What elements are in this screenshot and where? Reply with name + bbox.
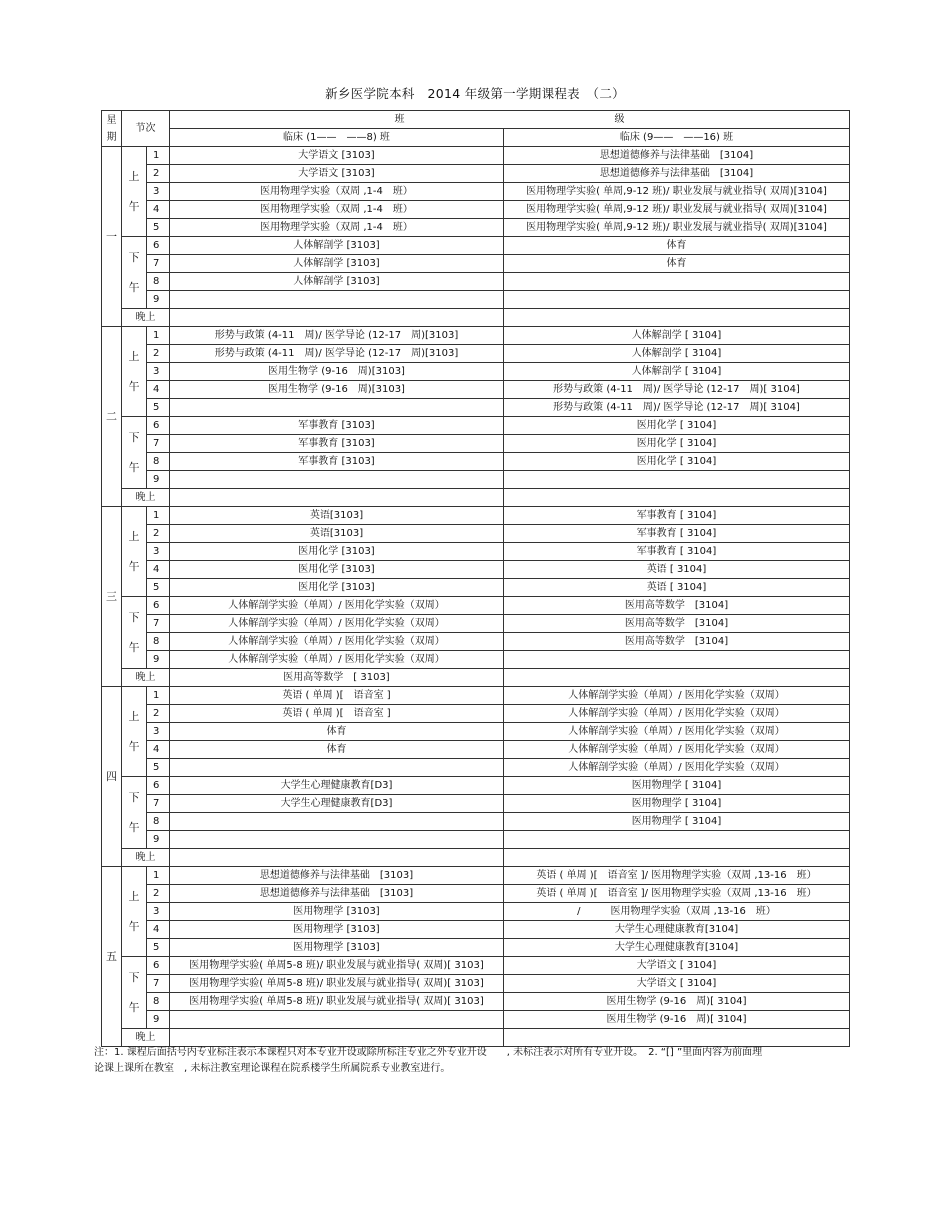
period-number: 1 <box>147 327 170 345</box>
course-cell-a: 医用物理学 [3103] <box>170 921 504 939</box>
table-row <box>102 507 850 525</box>
course-cell-a <box>170 399 504 417</box>
course-cell-b: 医用化学 [ 3104] <box>504 417 850 435</box>
table-row <box>102 903 850 921</box>
course-cell-a <box>170 291 504 309</box>
course-cell-b: 英语 ( 单周 )[ 语音室 ]/ 医用物理学实验（双周 ,13-16 班） <box>504 885 850 903</box>
course-cell-b: 形势与政策 (4-11 周)/ 医学导论 (12-17 周)[ 3104] <box>504 381 850 399</box>
schedule-table <box>101 110 850 1047</box>
course-cell-a: 思想道德修养与法律基础 [3103] <box>170 885 504 903</box>
afternoon-label: 下 午 <box>122 417 147 489</box>
table-row <box>102 795 850 813</box>
table-row <box>102 705 850 723</box>
course-cell-b: 人体解剖学 [ 3104] <box>504 363 850 381</box>
course-cell-a: 英语[3103] <box>170 525 504 543</box>
course-cell-b: 英语 [ 3104] <box>504 579 850 597</box>
weekday-cell: 三 <box>102 507 122 687</box>
table-row <box>102 975 850 993</box>
period-number: 9 <box>147 831 170 849</box>
evening-label: 晚上 <box>122 489 170 507</box>
course-cell-b <box>504 309 850 327</box>
morning-label: 上 午 <box>122 687 147 777</box>
course-cell-b <box>504 489 850 507</box>
course-cell-a: 体育 <box>170 741 504 759</box>
period-number: 6 <box>147 237 170 255</box>
course-cell-b <box>504 291 850 309</box>
course-cell-b: 人体解剖学实验（单周）/ 医用化学实验（双周） <box>504 705 850 723</box>
period-number: 9 <box>147 651 170 669</box>
course-cell-b <box>504 669 850 687</box>
weekday-cell: 一 <box>102 147 122 327</box>
table-row <box>102 759 850 777</box>
evening-row <box>102 849 850 867</box>
class-a-header: 临床 (1—— ——8) 班 <box>170 129 504 147</box>
period-number: 9 <box>147 291 170 309</box>
period-number: 8 <box>147 813 170 831</box>
period-number: 3 <box>147 903 170 921</box>
period-number: 9 <box>147 1011 170 1029</box>
table-row <box>102 633 850 651</box>
course-cell-b: 人体解剖学实验（单周）/ 医用化学实验（双周） <box>504 741 850 759</box>
period-number: 5 <box>147 939 170 957</box>
course-cell-a <box>170 849 504 867</box>
class-header: 班 级 <box>170 111 850 129</box>
course-cell-b: 英语 [ 3104] <box>504 561 850 579</box>
period-number: 4 <box>147 201 170 219</box>
table-row <box>102 993 850 1011</box>
period-number: 8 <box>147 273 170 291</box>
table-row <box>102 687 850 705</box>
afternoon-label: 下 午 <box>122 237 147 309</box>
evening-row <box>102 489 850 507</box>
course-cell-a: 人体解剖学 [3103] <box>170 255 504 273</box>
course-cell-a: 医用生物学 (9-16 周)[3103] <box>170 363 504 381</box>
table-row <box>102 921 850 939</box>
course-cell-a: 人体解剖学 [3103] <box>170 237 504 255</box>
course-cell-a: 医用化学 [3103] <box>170 543 504 561</box>
period-number: 6 <box>147 777 170 795</box>
weekday-header: 星期 <box>102 111 122 147</box>
footnote-line-1: 注：1. 课程后面括号内专业标注表示本课程只对本专业开设或除所标注专业之外专业开设 , 未标注表示对所有专业开设。 2. “[] ”里面内容为前面理 <box>94 1047 763 1058</box>
course-cell-b: 医用物理学实验( 单周,9-12 班)/ 职业发展与就业指导( 双周)[3104] <box>504 201 850 219</box>
course-cell-b: 医用高等数学 [3104] <box>504 633 850 651</box>
course-cell-a: 医用高等数学 [ 3103] <box>170 669 504 687</box>
period-number: 8 <box>147 993 170 1011</box>
course-cell-b: 军事教育 [ 3104] <box>504 525 850 543</box>
table-row <box>102 831 850 849</box>
table-row <box>102 381 850 399</box>
course-cell-a: 军事教育 [3103] <box>170 417 504 435</box>
page-title: 新乡医学院本科 2014 年级第一学期课程表 （二） <box>325 86 625 101</box>
table-row <box>102 453 850 471</box>
course-cell-a: 英语[3103] <box>170 507 504 525</box>
morning-label: 上 午 <box>122 327 147 417</box>
course-cell-b: 军事教育 [ 3104] <box>504 507 850 525</box>
evening-row <box>102 309 850 327</box>
course-cell-b <box>504 831 850 849</box>
course-cell-a: 大学语文 [3103] <box>170 165 504 183</box>
table-row <box>102 237 850 255</box>
course-cell-a <box>170 759 504 777</box>
course-cell-a: 人体解剖学实验（单周）/ 医用化学实验（双周） <box>170 651 504 669</box>
table-row <box>102 957 850 975</box>
course-cell-a <box>170 489 504 507</box>
table-row <box>102 615 850 633</box>
period-number: 3 <box>147 543 170 561</box>
course-cell-b <box>504 651 850 669</box>
table-row <box>102 525 850 543</box>
period-number: 1 <box>147 687 170 705</box>
table-row <box>102 579 850 597</box>
table-row <box>102 741 850 759</box>
period-number: 7 <box>147 795 170 813</box>
course-cell-b: 思想道德修养与法律基础 [3104] <box>504 165 850 183</box>
table-row <box>102 345 850 363</box>
course-cell-b <box>504 1029 850 1047</box>
course-cell-b: 大学语文 [ 3104] <box>504 975 850 993</box>
period-number: 2 <box>147 885 170 903</box>
evening-label: 晚上 <box>122 309 170 327</box>
course-cell-a: 医用物理学实验( 单周5-8 班)/ 职业发展与就业指导( 双周)[ 3103] <box>170 957 504 975</box>
period-number: 7 <box>147 255 170 273</box>
evening-row <box>102 669 850 687</box>
course-cell-b: 医用物理学 [ 3104] <box>504 813 850 831</box>
course-cell-a <box>170 1011 504 1029</box>
course-cell-a: 医用物理学 [3103] <box>170 939 504 957</box>
morning-label: 上 午 <box>122 507 147 597</box>
afternoon-label: 下 午 <box>122 777 147 849</box>
course-cell-b: 思想道德修养与法律基础 [3104] <box>504 147 850 165</box>
course-cell-a: 人体解剖学实验（单周）/ 医用化学实验（双周） <box>170 615 504 633</box>
course-cell-a: 军事教育 [3103] <box>170 453 504 471</box>
course-cell-a: 医用生物学 (9-16 周)[3103] <box>170 381 504 399</box>
course-cell-b: 大学语文 [ 3104] <box>504 957 850 975</box>
course-cell-b <box>504 849 850 867</box>
course-cell-b: 医用高等数学 [3104] <box>504 597 850 615</box>
evening-row <box>102 1029 850 1047</box>
course-cell-a <box>170 471 504 489</box>
table-row <box>102 435 850 453</box>
table-row <box>102 723 850 741</box>
course-cell-a: 形势与政策 (4-11 周)/ 医学导论 (12-17 周)[3103] <box>170 327 504 345</box>
course-cell-a: 大学语文 [3103] <box>170 147 504 165</box>
evening-label: 晚上 <box>122 1029 170 1047</box>
course-cell-b: 大学生心理健康教育[3104] <box>504 939 850 957</box>
afternoon-label: 下 午 <box>122 957 147 1029</box>
course-cell-a: 医用化学 [3103] <box>170 579 504 597</box>
weekday-cell: 四 <box>102 687 122 867</box>
period-number: 5 <box>147 579 170 597</box>
table-row <box>102 939 850 957</box>
table-row <box>102 561 850 579</box>
course-cell-a <box>170 831 504 849</box>
course-cell-a: 英语 ( 单周 )[ 语音室 ] <box>170 705 504 723</box>
course-cell-b: 医用生物学 (9-16 周)[ 3104] <box>504 1011 850 1029</box>
table-row <box>102 201 850 219</box>
table-row <box>102 273 850 291</box>
course-cell-a: 人体解剖学实验（单周）/ 医用化学实验（双周） <box>170 597 504 615</box>
course-cell-b: 形势与政策 (4-11 周)/ 医学导论 (12-17 周)[ 3104] <box>504 399 850 417</box>
course-cell-b: 医用物理学实验( 单周,9-12 班)/ 职业发展与就业指导( 双周)[3104] <box>504 219 850 237</box>
course-cell-a: 医用物理学实验（双周 ,1-4 班） <box>170 219 504 237</box>
table-row <box>102 183 850 201</box>
class-subheader-row <box>102 129 850 147</box>
weekday-cell: 二 <box>102 327 122 507</box>
course-cell-b: 人体解剖学实验（单周）/ 医用化学实验（双周） <box>504 687 850 705</box>
period-number: 8 <box>147 453 170 471</box>
period-number: 2 <box>147 525 170 543</box>
course-cell-b <box>504 471 850 489</box>
period-number: 5 <box>147 759 170 777</box>
period-number: 4 <box>147 741 170 759</box>
table-row <box>102 399 850 417</box>
period-number: 7 <box>147 615 170 633</box>
course-cell-a: 医用物理学实验( 单周5-8 班)/ 职业发展与就业指导( 双周)[ 3103] <box>170 975 504 993</box>
header-row <box>102 111 850 129</box>
table-row <box>102 885 850 903</box>
period-number: 3 <box>147 723 170 741</box>
course-cell-a: 军事教育 [3103] <box>170 435 504 453</box>
course-cell-b <box>504 273 850 291</box>
evening-label: 晚上 <box>122 669 170 687</box>
course-cell-a: 医用物理学实验（双周 ,1-4 班） <box>170 183 504 201</box>
period-number: 4 <box>147 381 170 399</box>
course-cell-a: 人体解剖学实验（单周）/ 医用化学实验（双周） <box>170 633 504 651</box>
course-cell-b: 人体解剖学实验（单周）/ 医用化学实验（双周） <box>504 723 850 741</box>
course-cell-a: 形势与政策 (4-11 周)/ 医学导论 (12-17 周)[3103] <box>170 345 504 363</box>
period-number: 7 <box>147 975 170 993</box>
period-number: 2 <box>147 165 170 183</box>
course-cell-a: 思想道德修养与法律基础 [3103] <box>170 867 504 885</box>
course-cell-b: 医用生物学 (9-16 周)[ 3104] <box>504 993 850 1011</box>
course-cell-b: 人体解剖学实验（单周）/ 医用化学实验（双周） <box>504 759 850 777</box>
footnote <box>94 1045 854 1077</box>
table-row <box>102 1011 850 1029</box>
course-cell-b: 医用高等数学 [3104] <box>504 615 850 633</box>
course-cell-b: 人体解剖学 [ 3104] <box>504 327 850 345</box>
table-row <box>102 777 850 795</box>
weekday-cell: 五 <box>102 867 122 1047</box>
period-number: 1 <box>147 507 170 525</box>
course-cell-b: 英语 ( 单周 )[ 语音室 ]/ 医用物理学实验（双周 ,13-16 班） <box>504 867 850 885</box>
table-row <box>102 471 850 489</box>
course-cell-b: 体育 <box>504 255 850 273</box>
period-number: 4 <box>147 561 170 579</box>
table-row <box>102 813 850 831</box>
morning-label: 上 午 <box>122 147 147 237</box>
table-row <box>102 363 850 381</box>
period-number: 5 <box>147 399 170 417</box>
course-cell-b: 医用化学 [ 3104] <box>504 453 850 471</box>
period-number: 6 <box>147 597 170 615</box>
period-number: 8 <box>147 633 170 651</box>
period-number: 6 <box>147 957 170 975</box>
table-row <box>102 651 850 669</box>
course-cell-b: 医用化学 [ 3104] <box>504 435 850 453</box>
period-number: 2 <box>147 345 170 363</box>
afternoon-label: 下 午 <box>122 597 147 669</box>
table-row <box>102 867 850 885</box>
course-cell-b: 军事教育 [ 3104] <box>504 543 850 561</box>
period-number: 2 <box>147 705 170 723</box>
table-row <box>102 291 850 309</box>
course-cell-b: 体育 <box>504 237 850 255</box>
class-b-header: 临床 (9—— ——16) 班 <box>504 129 850 147</box>
table-row <box>102 597 850 615</box>
course-cell-a: 人体解剖学 [3103] <box>170 273 504 291</box>
course-cell-a: 医用化学 [3103] <box>170 561 504 579</box>
table-row <box>102 417 850 435</box>
footnote-line-2: 论课上课所在教室 , 未标注教室理论课程在院系楼学生所属院系专业教室进行。 <box>94 1063 451 1074</box>
period-number: 3 <box>147 183 170 201</box>
period-number: 5 <box>147 219 170 237</box>
course-cell-a: 大学生心理健康教育[D3] <box>170 777 504 795</box>
course-cell-b: 医用物理学 [ 3104] <box>504 795 850 813</box>
course-cell-a: 英语 ( 单周 )[ 语音室 ] <box>170 687 504 705</box>
course-cell-b: 大学生心理健康教育[3104] <box>504 921 850 939</box>
course-cell-a: 医用物理学实验（双周 ,1-4 班） <box>170 201 504 219</box>
course-cell-a: 医用物理学实验( 单周5-8 班)/ 职业发展与就业指导( 双周)[ 3103] <box>170 993 504 1011</box>
table-row <box>102 165 850 183</box>
course-cell-a: 体育 <box>170 723 504 741</box>
course-cell-b: 医用物理学实验( 单周,9-12 班)/ 职业发展与就业指导( 双周)[3104] <box>504 183 850 201</box>
period-number: 4 <box>147 921 170 939</box>
table-row <box>102 327 850 345</box>
period-number: 1 <box>147 867 170 885</box>
course-cell-a <box>170 1029 504 1047</box>
period-number: 1 <box>147 147 170 165</box>
period-header: 节次 <box>122 111 170 147</box>
morning-label: 上 午 <box>122 867 147 957</box>
table-row <box>102 255 850 273</box>
period-number: 7 <box>147 435 170 453</box>
table-row <box>102 147 850 165</box>
course-cell-b: / 医用物理学实验（双周 ,13-16 班） <box>504 903 850 921</box>
course-cell-a <box>170 309 504 327</box>
course-cell-a: 医用物理学 [3103] <box>170 903 504 921</box>
course-cell-b: 人体解剖学 [ 3104] <box>504 345 850 363</box>
course-cell-a <box>170 813 504 831</box>
course-cell-a: 大学生心理健康教育[D3] <box>170 795 504 813</box>
table-row <box>102 219 850 237</box>
period-number: 3 <box>147 363 170 381</box>
course-cell-b: 医用物理学 [ 3104] <box>504 777 850 795</box>
table-row <box>102 543 850 561</box>
evening-label: 晚上 <box>122 849 170 867</box>
period-number: 9 <box>147 471 170 489</box>
period-number: 6 <box>147 417 170 435</box>
